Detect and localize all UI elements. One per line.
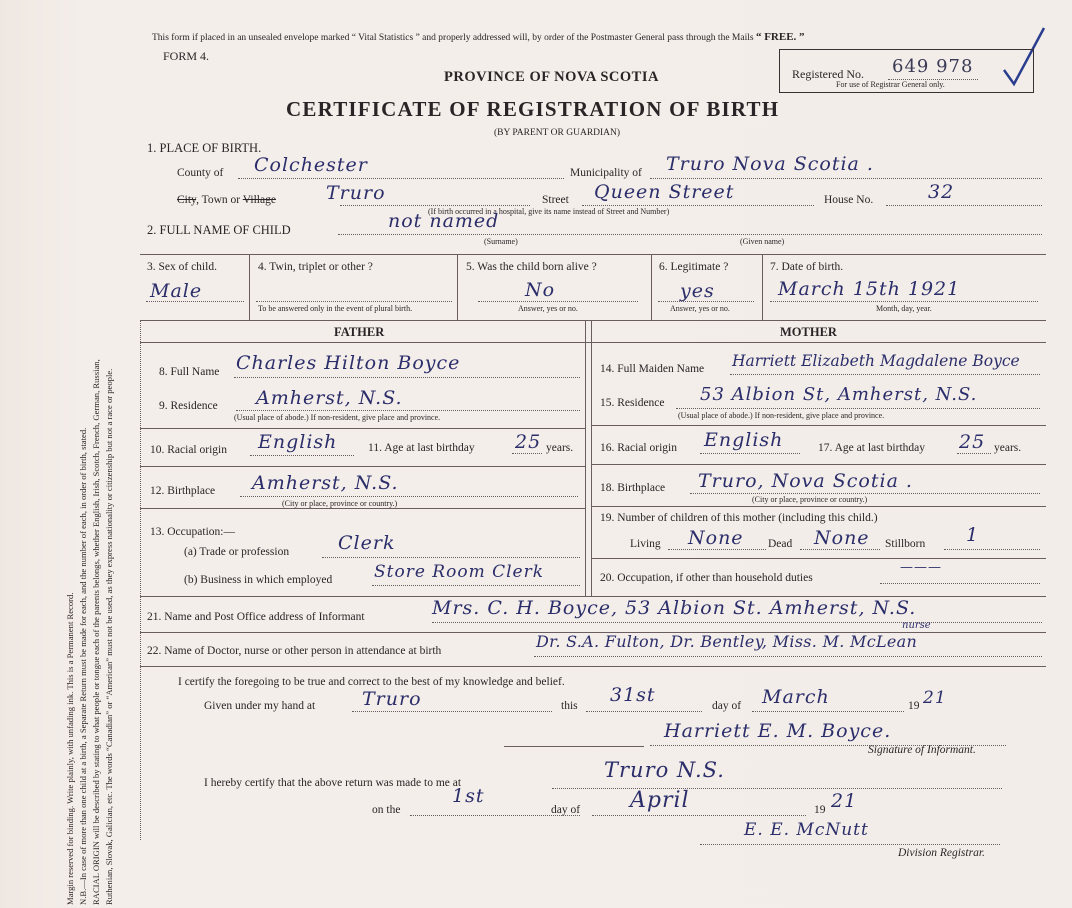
business-label: (b) Business in which employed: [184, 574, 333, 586]
doctor-label: 22. Name of Doctor, nurse or other person in attendance at birth: [147, 645, 442, 657]
mother-occupation-label: 20. Occupation, if other than household duties: [600, 572, 813, 584]
given-place-value: Truro: [362, 688, 422, 710]
mother-res-line: [676, 408, 1040, 409]
father-age-line: [512, 453, 542, 454]
hospital-note: (If birth occurred in a hospital, give its name instead of Street and Number): [428, 207, 670, 216]
mother-race-line: [700, 453, 800, 454]
house-label: House No.: [824, 194, 874, 206]
house-value: 32: [928, 181, 955, 203]
mother-birthplace-line: [690, 493, 1040, 494]
registrar-place-line: [552, 788, 1002, 789]
margin-instructions: [64, 15, 116, 905]
city-label-city: City: [177, 194, 197, 206]
doctor-nurse-note: nurse: [902, 620, 931, 631]
municipality-label: Municipality of: [570, 167, 642, 179]
father-name-line: [234, 377, 580, 378]
registrar-on-label: on the: [372, 804, 401, 816]
margin-line-4: Ruthenian, Slovak, Galician, etc. The words “Canadian” or “American” must not be used, as they express nationality or citizenship but not a race or people.: [104, 368, 114, 905]
county-line: [238, 178, 564, 179]
children-count-label: 19. Number of children of this mother (including this child.): [600, 512, 878, 524]
father-birthplace-note: (City or place, province or country.): [282, 499, 398, 508]
informant-signature-caption: Signature of Informant.: [868, 744, 976, 756]
father-name-value: Charles Hilton Boyce: [236, 352, 461, 374]
twin-note: To be answered only in the event of plural birth.: [258, 304, 413, 313]
father-heading: FATHER: [334, 325, 385, 339]
father-years-label: years.: [546, 442, 574, 454]
father-race-value: English: [258, 431, 338, 453]
cert-month-value: March: [762, 686, 830, 708]
city-value: Truro: [326, 182, 386, 204]
alive-line: [478, 301, 638, 302]
house-line: [886, 205, 1042, 206]
dob-note: Month, day, year.: [876, 304, 932, 313]
father-race-label: 10. Racial origin: [150, 444, 227, 456]
sex-label: 3. Sex of child.: [147, 261, 217, 273]
city-label-village: Village: [242, 194, 276, 206]
mother-rule-1: [591, 425, 1046, 426]
cert-day-line: [586, 711, 702, 712]
living-value: None: [688, 527, 744, 549]
street-line: [582, 205, 814, 206]
margin-rule: [140, 320, 141, 840]
city-label: [177, 194, 276, 206]
col-rule-3: [651, 254, 652, 320]
municipality-value: Truro Nova Scotia .: [666, 153, 874, 175]
mother-res-note: (Usual place of abode.) If non-resident, give place and province.: [678, 411, 885, 420]
mother-heading: MOTHER: [780, 325, 837, 339]
registered-number: 649 978: [892, 56, 974, 77]
stillborn-label: Stillborn: [885, 538, 926, 550]
registrar-text: I hereby certify that the above return was made to me at: [204, 777, 462, 789]
sex-value: Male: [150, 280, 203, 302]
registrar-signature-caption: Division Registrar.: [898, 847, 985, 859]
father-birthplace-value: Amherst, N.S.: [252, 472, 399, 494]
father-res-label: 9. Residence: [159, 400, 218, 412]
mother-rule-3: [591, 506, 1046, 507]
street-value: Queen Street: [594, 181, 735, 203]
street-label: Street: [542, 194, 569, 206]
informant-signature: Harriett E. M. Boyce.: [664, 720, 892, 742]
dob-label: 7. Date of birth.: [770, 261, 844, 273]
cert-year-value: 21: [923, 688, 947, 708]
father-res-value: Amherst, N.S.: [256, 387, 403, 409]
registrar-dayof-label: day of: [551, 804, 581, 816]
cert-dayof-label: day of: [712, 700, 742, 712]
dead-label: Dead: [768, 538, 793, 550]
child-name-label: 2. FULL NAME OF CHILD: [147, 223, 291, 237]
mother-occupation-line: [880, 583, 1040, 584]
parents-rule-top: [140, 320, 1046, 321]
twin-label: 4. Twin, triplet or other ?: [258, 261, 373, 273]
doctor-value: Dr. S.A. Fulton, Dr. Bentley, Miss. M. McLean: [536, 632, 918, 651]
father-res-line: [236, 410, 580, 411]
province-heading: PROVINCE OF NOVA SCOTIA: [444, 69, 659, 85]
mother-age-label: 17. Age at last birthday: [818, 442, 925, 454]
cert-month-line: [752, 711, 904, 712]
informant-signature-line: [504, 746, 644, 747]
mother-age-value: 25: [959, 431, 986, 453]
mother-age-line: [957, 453, 991, 454]
father-name-label: 8. Full Name: [159, 366, 220, 378]
cert-day-value: 31st: [610, 684, 656, 706]
certify-text: I certify the foregoing to be true and correct to the best of my knowledge and belief.: [178, 676, 565, 688]
row-rule-top: [140, 254, 1046, 255]
given-name-note: (Given name): [740, 237, 785, 246]
parents-divider-a: [585, 320, 586, 596]
surname-note: (Surname): [484, 237, 518, 246]
parents-heading-rule: [140, 342, 1046, 343]
stillborn-line: [944, 549, 1040, 550]
parents-divider-b: [591, 320, 592, 596]
page-title: CERTIFICATE OF REGISTRATION OF BIRTH: [286, 97, 780, 121]
father-race-line: [250, 455, 354, 456]
doctor-line: [534, 656, 1042, 657]
free-label: “ FREE. ”: [755, 31, 805, 43]
registrar-signature: E. E. McNutt: [744, 820, 869, 840]
father-occupation-label: 13. Occupation:—: [150, 526, 235, 538]
business-line: [372, 585, 580, 586]
father-birthplace-label: 12. Birthplace: [150, 485, 216, 497]
legitimate-note: Answer, yes or no.: [670, 304, 730, 313]
margin-line-1: Margin reserved for binding. Write plainly, with unfading ink. This is a Permanent Record.: [65, 592, 75, 905]
page-subtitle: (BY PARENT OR GUARDIAN): [494, 128, 621, 138]
dob-value: March 15th 1921: [778, 278, 961, 300]
registrar-month-value: April: [630, 788, 690, 813]
alive-note: Answer, yes or no.: [518, 304, 578, 313]
dead-line: [800, 549, 880, 550]
mother-race-value: English: [704, 429, 784, 451]
mother-race-label: 16. Racial origin: [600, 442, 677, 454]
mother-rule-2: [591, 464, 1046, 465]
stillborn-value: 1: [966, 524, 980, 546]
col-rule-2: [457, 254, 458, 320]
col-rule-4: [762, 254, 763, 320]
mother-occupation-value: ———: [900, 560, 942, 575]
mother-res-value: 53 Albion St, Amherst, N.S.: [700, 384, 978, 405]
living-line: [668, 549, 766, 550]
father-rule-2: [140, 466, 585, 467]
informant-line: [432, 622, 1042, 623]
city-line: [340, 205, 530, 206]
trade-value: Clerk: [338, 532, 396, 554]
twin-line: [256, 301, 452, 302]
mother-birthplace-note: (City or place, province or country.): [752, 495, 868, 504]
given-place-line: [352, 711, 552, 712]
mother-rule-4: [591, 558, 1046, 559]
business-value: Store Room Clerk: [374, 562, 545, 582]
alive-label: 5. Was the child born alive ?: [466, 261, 597, 273]
dob-line: [770, 301, 1038, 302]
postal-notice: This form if placed in an unsealed envelope marked “ Vital Statistics ” and properly addressed will, by order of the Postmaster General pass through the Mails “ FREE. ”: [152, 31, 805, 43]
doctor-rule-bottom: [140, 666, 1046, 667]
registered-note: For use of Registrar General only.: [836, 80, 945, 89]
county-label: County of: [177, 167, 224, 179]
informant-value: Mrs. C. H. Boyce, 53 Albion St. Amherst, N.S.: [432, 597, 917, 619]
alive-value: No: [525, 279, 556, 301]
given-label: Given under my hand at: [204, 700, 316, 712]
cert-year-prefix: 19: [908, 700, 920, 712]
mother-birthplace-value: Truro, Nova Scotia .: [698, 470, 913, 492]
registered-label: Registered No.: [792, 67, 864, 81]
registrar-month-line: [592, 815, 806, 816]
city-label-town: , Town or: [196, 194, 241, 206]
mother-name-label: 14. Full Maiden Name: [600, 363, 705, 375]
dead-value: None: [814, 527, 870, 549]
municipality-line: [650, 178, 1042, 179]
form-number: FORM 4.: [163, 49, 210, 63]
trade-line: [322, 557, 580, 558]
this-label: this: [561, 700, 578, 712]
child-name-line: [338, 234, 1042, 235]
mother-name-line: [730, 374, 1040, 375]
trade-label: (a) Trade or profession: [184, 546, 290, 558]
father-rule-1: [140, 428, 585, 429]
legitimate-value: yes: [680, 280, 715, 302]
registrar-year-prefix: 19: [814, 804, 826, 816]
registrar-day-value: 1st: [452, 785, 485, 807]
informant-label: 21. Name and Post Office address of Informant: [147, 611, 365, 623]
mother-res-label: 15. Residence: [600, 397, 665, 409]
registrar-place-value: Truro N.S.: [604, 758, 725, 782]
father-birthplace-line: [240, 496, 578, 497]
father-age-label: 11. Age at last birthday: [368, 442, 475, 454]
col-rule-1: [249, 254, 250, 320]
father-age-value: 25: [515, 431, 542, 453]
child-name-value: not named: [388, 210, 500, 232]
registrar-signature-line: [700, 844, 1000, 845]
mother-birthplace-label: 18. Birthplace: [600, 482, 666, 494]
margin-line-3: RACIAL ORIGIN will be described by stating to what people or tongue each of the parents belongs, whether English, Irish, Scotch, French, German, Russian,: [91, 359, 101, 905]
mother-years-label: years.: [994, 442, 1022, 454]
legitimate-label: 6. Legitimate ?: [659, 261, 729, 273]
margin-line-2: N.B.—In case of more than one child at a birth, a Separate Return must be made for each, and the number of each, in order of birth, stated.: [78, 427, 88, 905]
county-value: Colchester: [254, 154, 368, 176]
place-section-label: 1. PLACE OF BIRTH.: [147, 141, 262, 155]
registrar-year-value: 21: [831, 790, 858, 812]
mother-name-value: Harriett Elizabeth Magdalene Boyce: [732, 352, 1020, 370]
living-label: Living: [630, 538, 661, 550]
father-res-note: (Usual place of abode.) If non-resident, give place and province.: [234, 413, 441, 422]
father-rule-3: [140, 508, 585, 509]
